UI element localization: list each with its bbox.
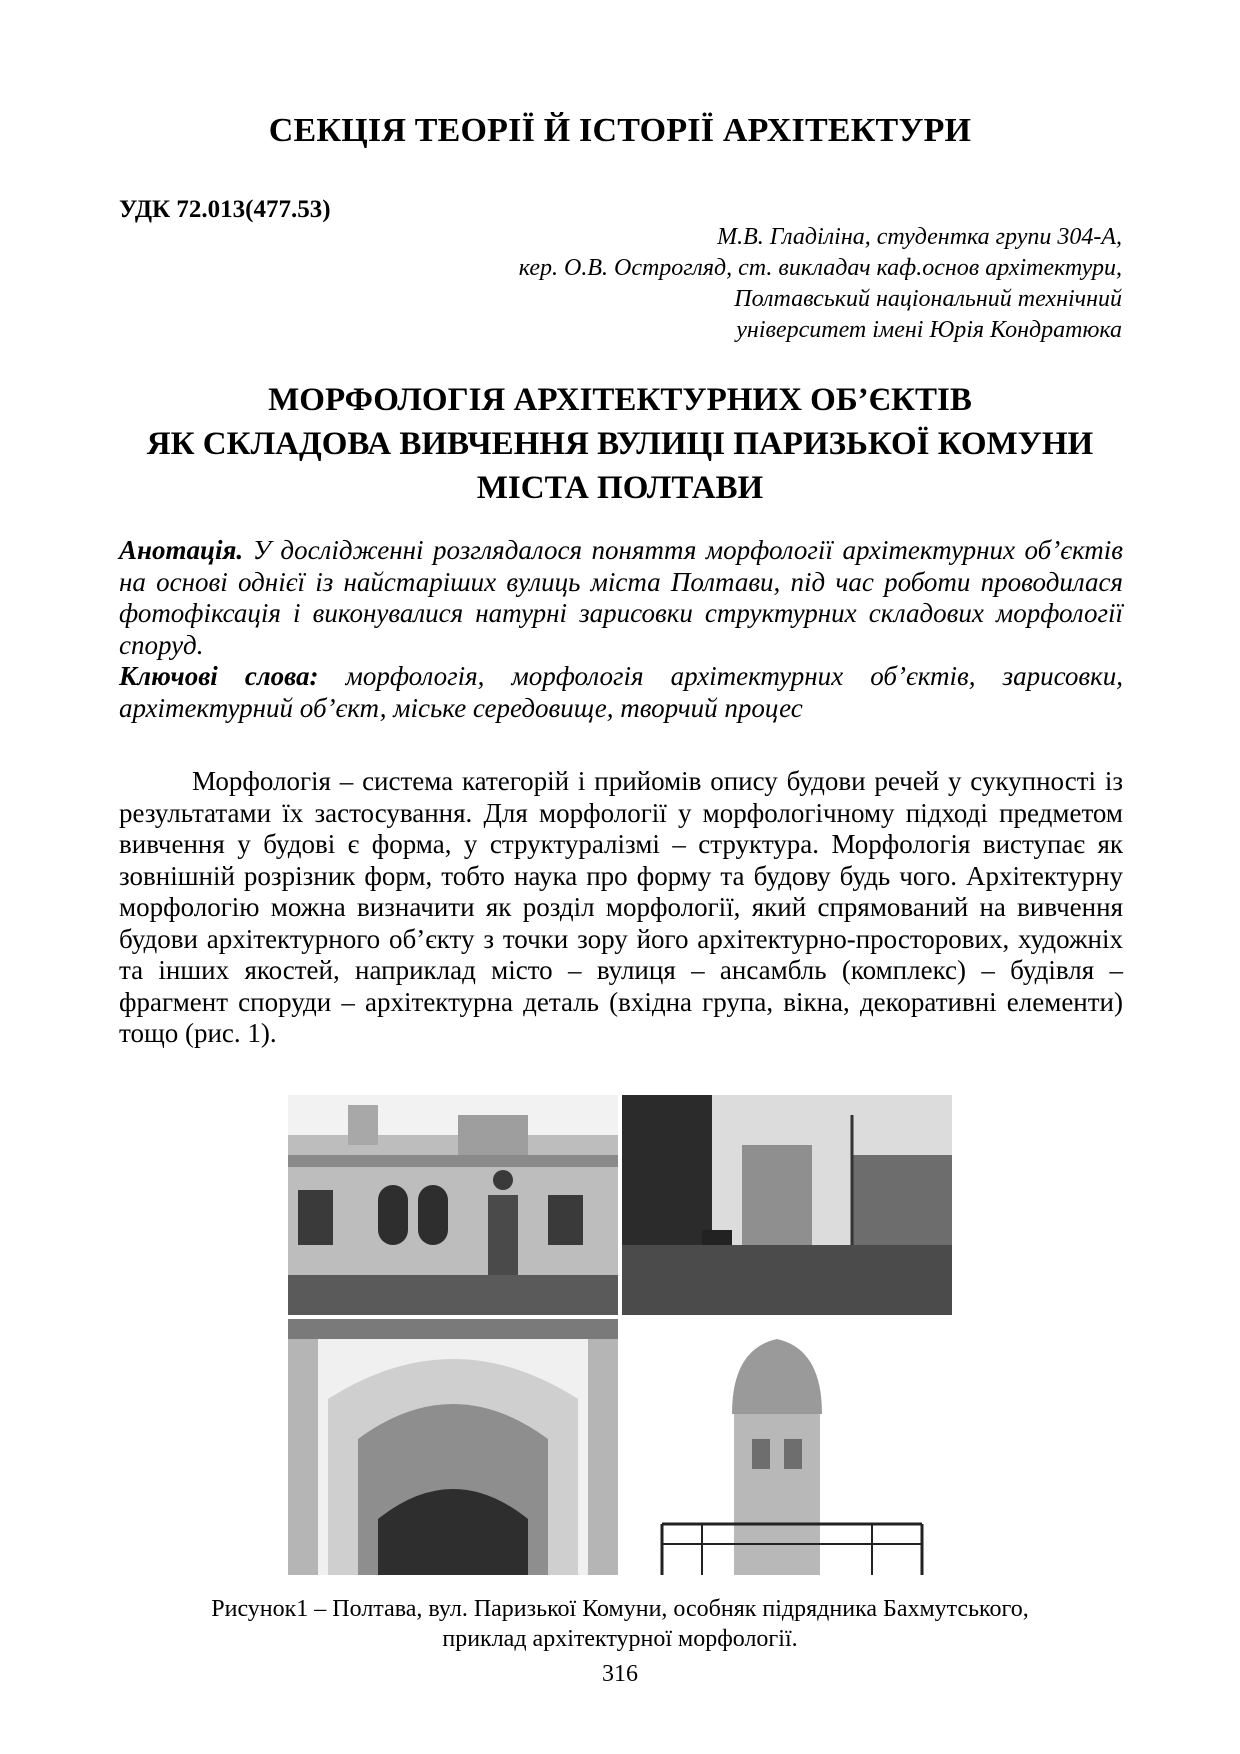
body-paragraph: Морфологія – система категорій і прийомів опису будови речей у сукупності із результатами їх застосування. Для морфології у морфологічному підході предметом вивчення у будові є форма, у структуралізмі – структура. Морфологія виступає як зовнішній розрізник форм, тобто наука про форму та будову будь чого. Архітектурну морфологію можна визначити як розділ морфології, який спрямований на вивчення будови архітектурного об’єкту з точки зору його архітектурно-просторових, художніх та інших якостей, наприклад місто – вулиця – ансамбль (комплекс) – будівля – фрагмент споруди – архітектурна деталь (вхідна група, вікна, декоративні елементи) тощо (рис. 1). (119, 766, 1123, 1048)
author-block (519, 222, 1122, 346)
annotation-text: У дослідженні розглядалося поняття морфології архітектурних об’єктів на основі однієї із найстаріших вулиць міста Полтави, під час роботи проводилася фотофіксація і виконувалися натурні зарисовки структурних складових морфології споруд. (119, 535, 1123, 660)
keywords-text: морфологія, морфологія архітектурних об’єктів, зарисовки, архітектурний об’єкт, міське середовище, творчий процес (119, 661, 1123, 723)
page-number: 316 (602, 1661, 638, 1687)
annotation-paragraph (119, 535, 1123, 661)
photo-facade (288, 1095, 618, 1315)
figure-1 (288, 1095, 952, 1575)
keywords-paragraph (119, 661, 1123, 724)
caption-line: приклад архітектурної морфології. (442, 1626, 798, 1652)
title-line: МОРФОЛОГІЯ АРХІТЕКТУРНИХ ОБ’ЄКТІВ (268, 382, 972, 418)
figure-caption (0, 1594, 1240, 1654)
title-line: ЯК СКЛАДОВА ВИВЧЕННЯ ВУЛИЦІ ПАРИЗЬКОЇ КОМУНИ (146, 426, 1094, 462)
annotation-label: Анотація. (119, 535, 244, 565)
photo-dome (622, 1319, 952, 1575)
affiliation-line: університет імені Юрія Кондратюка (736, 317, 1122, 343)
author-line: М.В. Гладіліна, студентка групи 304-А, (717, 224, 1122, 250)
photo-arch (288, 1319, 618, 1575)
title-line: МІСТА ПОЛТАВИ (476, 470, 764, 506)
abstract-block (119, 535, 1123, 724)
keywords-label: Ключові слова: (119, 661, 319, 691)
caption-line: Рисунок1 – Полтава, вул. Паризької Комуни, особняк підрядника Бахмутського, (211, 1596, 1029, 1622)
photo-street (622, 1095, 952, 1315)
supervisor-line: кер. О.В. Острогляд, ст. викладач каф.основ архітектури, (518, 255, 1122, 281)
udk-code: УДК 72.013(477.53) (119, 196, 331, 223)
affiliation-line: Полтавський національний технічний (734, 286, 1122, 312)
article-title (0, 378, 1240, 510)
section-title: СЕКЦІЯ ТЕОРІЇ Й ІСТОРІЇ АРХІТЕКТУРИ (268, 112, 972, 149)
